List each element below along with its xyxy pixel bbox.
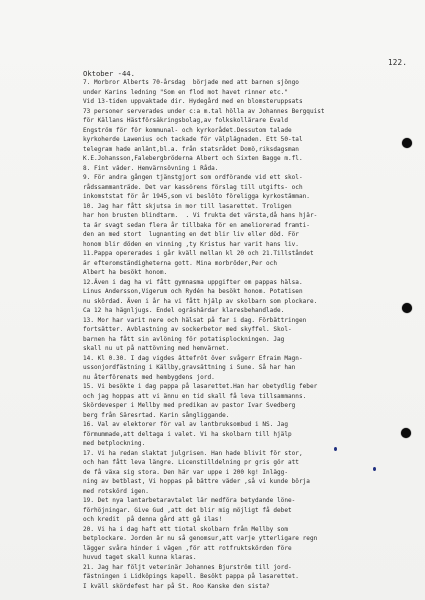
diary-line: honom blir döden en vinning ,ty Kristus har varit hans liv. xyxy=(83,240,299,248)
diary-line: berg från Säresrtad. Karin sångliggande. xyxy=(83,411,230,419)
diary-line: 7. Morbror Alberts 70-årsdag började med att barnen sjöngo xyxy=(83,79,299,86)
diary-line: 12.Även i dag ha vi fått gymnasma uppgifter om pappas hälsa. xyxy=(83,278,303,286)
diary-line: nu skördad. Även i år ha vi fått hjälp av skolbarn som plockare. xyxy=(83,297,318,305)
diary-line: och han fått leva längre. Licenstilldelning pr gris gör att xyxy=(83,459,299,466)
diary-line: förhöjningar. Give Gud ,att det blir mig möjligt få debet xyxy=(83,506,292,514)
diary-line: den an med stort lugnanting en det blir liv eller död. För xyxy=(83,231,299,238)
diary-line: kyrkoherde Lawenius och tackade för välplägnaden. Ett 50-tal xyxy=(83,136,303,143)
punch-hole xyxy=(401,428,411,438)
diary-line: barnen ha fått sin avlöning för potatisplockningen. Jag xyxy=(83,335,285,343)
diary-line: 73 personer serverades under c:a m.tal hölla av Johannes Bergquist xyxy=(83,107,325,115)
diary-line: 20. Vi ha i dag haft ett tiotal skolbarn från Mellby som xyxy=(83,525,288,533)
diary-line: och jag hoppas att vi ännu en tid skall få leva tillsammanns. xyxy=(83,392,307,400)
diary-line: förmummade,att deltaga i valet. Vi ha skolbarn till hjälp xyxy=(83,430,292,438)
diary-line: ta är svagt sedan flera år tillbaka för en ameliorerad framti- xyxy=(83,221,310,229)
diary-line: 15. Vi besökte i dag pappa på lasarettet.Han har obetydlig feber xyxy=(83,383,318,390)
diary-line: telegram hade anlänt,bl.a. från statsrådet Domö,riksdagsman xyxy=(83,145,299,153)
diary-date-header: Oktober -44. xyxy=(83,69,135,78)
diary-line: under Karins ledning "Som en flod mot havet rinner etc." xyxy=(83,88,288,96)
diary-line: 8. Fint väder. Hemvärnsövning i Råda. xyxy=(83,164,219,172)
diary-line: med betplockning. xyxy=(83,440,146,447)
diary-line: skall nu ut på nattövning med hemvärnet. xyxy=(83,345,230,352)
diary-line: rådssammanträde. Det var kassörens förslag till utgifts- och xyxy=(83,183,303,191)
diary-line: fortsätter. Avblastning av sockerbetor med skyffel. Skol- xyxy=(83,326,292,333)
diary-line: 21. Jag har följt veterinär Johannes Bjurström till jord- xyxy=(83,563,292,571)
diary-line: 11.Pappa opererades i går kväll mellan kl 20 och 21.Tillståndet xyxy=(83,250,314,257)
diary-line: 9. För andra gången tjänstgjort som ordförande vid ett skol- xyxy=(83,174,303,181)
diary-line: huvud taget skall kunna klaras. xyxy=(83,554,197,561)
diary-line: de få växa sig stora. Den här var uppe i 200 kg! Inlägg- xyxy=(83,468,288,476)
diary-line: nu återförenats med hembygdens jord. xyxy=(83,373,215,381)
ink-mark xyxy=(373,467,376,471)
diary-line: har hon brusten blindtarm. . Vi frukta det värsta,då hans hjär- xyxy=(83,212,318,219)
punch-hole xyxy=(402,138,412,148)
diary-entries xyxy=(83,78,415,591)
diary-line: 14. Kl 0.30. I dag vigdes ättefröt över svågerr Efraim Magn- xyxy=(83,354,303,362)
diary-line: Engström för för kommunal- och kyrkorådet.Dessutom talade xyxy=(83,126,292,134)
diary-line: I kväll skördefest har på St. Roo Kanske den sista? xyxy=(83,582,270,590)
diary-line: inkomststat för år 1945,som vi beslöto föreligga kyrkostämman. xyxy=(83,193,310,200)
diary-line: fästningen i Lidköpings kapell. Besökt pappa på lasarettet. xyxy=(83,573,299,580)
diary-line: Vid 13-tiden uppvaktade dir. Hydegård med en blomsteruppsats xyxy=(83,98,303,105)
diary-line: betplockare. Jorden är nu så genomsur,att varje ytterligare regn xyxy=(83,535,318,542)
diary-line: 17. Vi ha redan slaktat julgrisen. Han hade blivit för stor, xyxy=(83,449,303,457)
diary-line: Albert ha besökt honom. xyxy=(83,269,168,276)
diary-line: 16. Val av elektorer för val av lantbruksombud i NS. Jag xyxy=(83,421,288,428)
diary-line: är efteromständigheterna gott. Mina morbröder,Per och xyxy=(83,259,278,267)
diary-line: Linus Andersson,Vigerum och Rydén ha besökt honom. Potatisen xyxy=(83,288,303,295)
punch-hole xyxy=(402,303,412,313)
diary-line: ussonjordfästning i Källby,gravsättning i Sune. Så har han xyxy=(83,364,296,371)
diary-line: Ca 12 ha hägnljugs. Endel ogräshärdar klaresbehandlade. xyxy=(83,307,285,314)
page-number: 122. xyxy=(388,58,408,67)
diary-line: ning av betblast, Vi hoppas på bättre väder ,så vi kunde börja xyxy=(83,478,310,485)
diary-line: Skördevesper i Mellby med predikan av pastor Ivar Svedberg xyxy=(83,402,296,409)
diary-line: för Källans Hästförsäkringsbolag,av folkskollärare Evald xyxy=(83,117,288,124)
diary-line: 10. Jag har fått skjutsa in mor till lasarettet. Troligen xyxy=(83,202,292,210)
diary-line: med rotskörd igen. xyxy=(83,487,149,495)
diary-line: 13. Mor har varit nere och hälsat på far i dag. Förbättringen xyxy=(83,316,307,324)
diary-line: och kredit på denna gård att gå ilas! xyxy=(83,516,223,523)
diary-line: 19. Det nya lantarbetaravtalet lär medföra betydande löne- xyxy=(83,497,296,504)
diary-line: lägger svåra hinder i vägen ,för att rotfruktskörden före xyxy=(83,544,292,552)
ink-mark xyxy=(334,447,337,451)
diary-line: K.E.Johansson,Falebergbröderna Albert och Sixten Bagge m.fl. xyxy=(83,155,303,162)
